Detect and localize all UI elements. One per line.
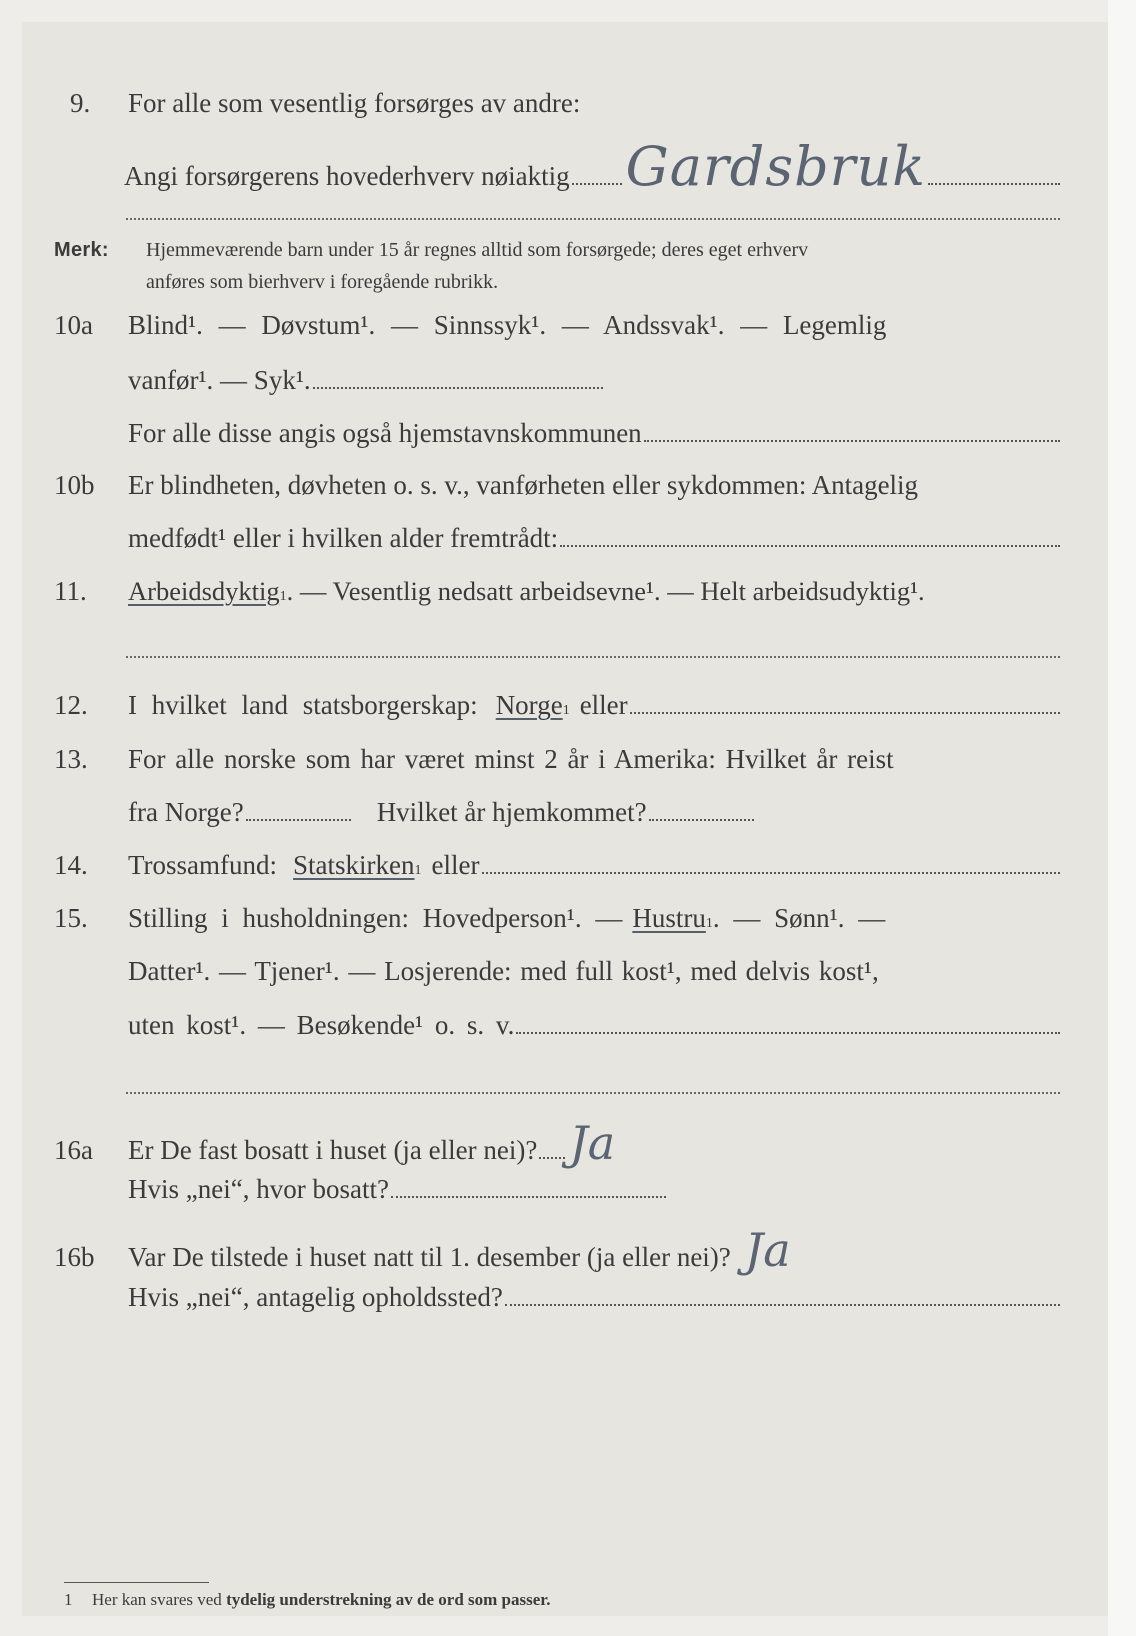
- q11-line: 11. Arbeidsdyktig 1 . — Vesentlig nedsatt arbeidsevne¹. — Helt arbeidsudyktig¹.: [54, 576, 925, 606]
- footnote-text-b: tydelig understrekning av de ord som passer.: [226, 1590, 551, 1609]
- q16a-line2: [54, 1174, 1064, 1214]
- q10a-text1: Blind¹. — Døvstum¹. — Sinnssyk¹. — Andssvak¹. — Legemlig: [128, 310, 887, 340]
- q15-line1: 15. Stilling i husholdningen: Hovedperson¹. — Hustru 1 . — Sønn¹. —: [54, 903, 886, 933]
- q10b-text2: medfødt¹ eller i hvilken alder fremtrådt:: [128, 523, 559, 553]
- q13-year-left-line: [246, 819, 351, 821]
- q13-text2a: fra Norge?: [128, 797, 244, 827]
- q11-rest: . — Vesentlig nedsatt arbeidsevne¹. — Helt arbeidsudyktig¹.: [286, 576, 925, 606]
- scan-border-left: [0, 0, 22, 1636]
- q16a-number: 16a: [54, 1135, 93, 1165]
- q9-answer-line-end: [928, 183, 1060, 185]
- q11-option-arbeidsdyktig: Arbeidsdyktig: [128, 576, 280, 606]
- q15-number: 15.: [54, 903, 88, 933]
- separator-line: [126, 656, 1060, 658]
- q9-text1: For alle som vesentlig forsørges av andre:: [128, 88, 581, 118]
- q12-tail: eller: [579, 690, 628, 720]
- q16a-text1: Er De fast bosatt i huset (ja eller nei)?: [128, 1135, 538, 1165]
- q10a-line1: [54, 310, 1064, 350]
- q10b-number: 10b: [54, 470, 95, 500]
- q13-line1: [54, 744, 1064, 784]
- q14-line: 14. Trossamfund: Statskirken 1 eller: [54, 850, 1064, 890]
- q15-line3: [54, 1010, 1064, 1050]
- scan-border-right: [1108, 0, 1136, 1636]
- q15-text1a: Stilling i husholdningen: Hovedperson¹. —: [128, 903, 623, 933]
- q10b-text1: Er blindheten, døvheten o. s. v., vanførheten eller sykdommen: Antagelig: [128, 470, 919, 500]
- q16a-line1: [54, 1116, 1064, 1170]
- q10a-text2: vanfør¹. — Syk¹.: [128, 365, 311, 395]
- q16b-handwritten-answer: Ja: [744, 1223, 791, 1277]
- q10a-text3: For alle disse angis også hjemstavnskommunen: [128, 418, 642, 448]
- merk-label: Merk:: [54, 239, 109, 261]
- q14-text: Trossamfund:: [128, 850, 278, 880]
- q13-number: 13.: [54, 744, 88, 774]
- q10a-answer-line: [313, 387, 603, 389]
- q12-number: 12.: [54, 690, 88, 720]
- q15-option-hustru: Hustru: [632, 903, 706, 933]
- merk-line2: anføres som bierhverv i foregående rubrikk.: [146, 271, 499, 293]
- q16b-number: 16b: [54, 1242, 95, 1272]
- q10b-line1: [54, 470, 1064, 510]
- q16b-location-line: [505, 1304, 1060, 1306]
- q9-text2: Angi forsørgerens hovederhverv nøiaktig: [124, 161, 570, 191]
- q10a-line3: [54, 418, 1064, 458]
- q15-line2: [54, 956, 1064, 996]
- footnote-marker: 1: [64, 1590, 73, 1609]
- q9-line1: [54, 88, 1064, 128]
- q16b-text1: Var De tilstede i huset natt til 1. desember (ja eller nei)?: [128, 1242, 731, 1272]
- q15-text3: uten kost¹. — Besøkende¹ o. s. v.: [128, 1010, 515, 1040]
- q9-number: 9.: [70, 88, 91, 118]
- q9-answer-line-start: [572, 183, 622, 185]
- footnote-text-a: Her kan svares ved: [92, 1590, 222, 1609]
- q15-answer-line: [516, 1032, 1060, 1034]
- q14-answer-line: [482, 872, 1061, 874]
- q13-line2: [54, 797, 1064, 837]
- q11-number: 11.: [54, 576, 87, 606]
- q9-line2: [54, 135, 1064, 198]
- q13-text2b: Hvilket år hjemkommet?: [376, 797, 647, 827]
- q13-year-returned-line: [649, 819, 754, 821]
- q15-text2: Datter¹. — Tjener¹. — Losjerende: med full kost¹, med delvis kost¹,: [128, 956, 879, 986]
- q16a-text2: Hvis „nei“, hvor bosatt?: [128, 1174, 389, 1204]
- separator-line: [126, 1092, 1060, 1094]
- q10a-kommune-line: [644, 440, 1060, 442]
- q12-line: 12. I hvilket land statsborgerskap: Norge 1 eller: [54, 690, 1064, 730]
- q13-text1: For alle norske som har været minst 2 år i Amerika: Hvilket år reist: [128, 744, 894, 774]
- footnote-rule: [64, 1582, 209, 1583]
- separator-line: [126, 218, 1060, 220]
- q16b-text2: Hvis „nei“, antagelig opholdssted?: [128, 1282, 503, 1312]
- scan-border-top: [0, 0, 1136, 22]
- q12-option-norge: Norge: [495, 690, 563, 720]
- merk-line1: Hjemmeværende barn under 15 år regnes alltid som forsørgede; deres eget erhverv: [146, 239, 809, 261]
- q16b-line1: [54, 1223, 1064, 1277]
- scan-border-bottom: [0, 1616, 1136, 1636]
- q16a-handwritten-answer: Ja: [569, 1116, 616, 1170]
- q10a-line2: [54, 365, 1064, 405]
- q16a-residence-line: [391, 1196, 666, 1198]
- q16a-answer-line: [539, 1157, 565, 1159]
- footnote: [64, 1590, 551, 1610]
- q14-number: 14.: [54, 850, 88, 880]
- q10b-line2: [54, 523, 1064, 563]
- q14-tail: eller: [431, 850, 480, 880]
- q14-option-statskirken: Statskirken: [293, 850, 415, 880]
- q10a-number: 10a: [54, 310, 93, 340]
- q16b-line2: [54, 1282, 1064, 1322]
- q12-answer-line: [630, 712, 1060, 714]
- merk-note: [54, 234, 1064, 298]
- q10b-answer-line: [560, 545, 1060, 547]
- q12-text: I hvilket land statsborgerskap:: [128, 690, 478, 720]
- q9-handwritten-answer: Gardsbruk: [625, 135, 926, 198]
- q15-text1b: . — Sønn¹. —: [712, 903, 886, 933]
